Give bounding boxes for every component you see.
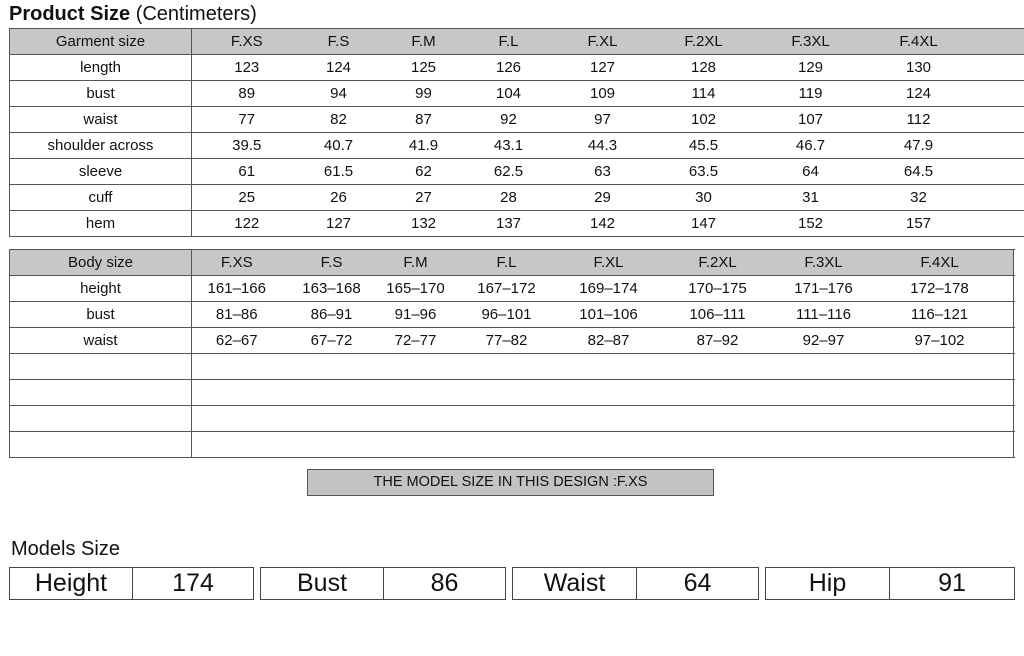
model-measure-label: Bust xyxy=(261,568,384,599)
size-column-header: F.XS xyxy=(192,29,302,55)
table-cell: 77 xyxy=(192,107,302,133)
table-cell: 41.9 xyxy=(376,133,472,159)
table-row xyxy=(10,55,1024,81)
table-cell: 147 xyxy=(660,211,748,237)
table-cell: 64.5 xyxy=(874,159,964,185)
size-column-header: F.M xyxy=(376,29,472,55)
model-measure-bust xyxy=(260,567,506,600)
table-cell: 102 xyxy=(660,107,748,133)
table-cell: 61.5 xyxy=(302,159,376,185)
row-label: shoulder across xyxy=(10,133,192,159)
model-measure-height xyxy=(9,567,254,600)
table-cell: 97 xyxy=(546,107,660,133)
row-label: waist xyxy=(10,107,192,133)
table-cell: 126 xyxy=(472,55,546,81)
empty-label-cell xyxy=(10,432,192,458)
model-measure-label: Height xyxy=(10,568,133,599)
size-column-header: F.4XL xyxy=(874,29,964,55)
table-row xyxy=(10,302,1014,328)
size-table-label: Garment size xyxy=(10,29,192,55)
table-cell: 92 xyxy=(472,107,546,133)
table-cell: 109 xyxy=(546,81,660,107)
size-pad-cell xyxy=(964,211,1024,237)
table-cell: 167–172 xyxy=(450,276,564,302)
table-cell: 46.7 xyxy=(748,133,874,159)
table-row xyxy=(10,107,1024,133)
table-cell: 128 xyxy=(660,55,748,81)
table-row xyxy=(10,328,1014,354)
size-column-header: F.4XL xyxy=(866,250,1014,276)
table-cell: 125 xyxy=(376,55,472,81)
row-label: length xyxy=(10,55,192,81)
table-cell: 67–72 xyxy=(282,328,382,354)
size-table-label: Body size xyxy=(10,250,192,276)
model-measure-value: 174 xyxy=(172,569,214,597)
model-measure-label: Hip xyxy=(766,568,890,599)
table-cell: 111–116 xyxy=(782,302,866,328)
table-cell: 45.5 xyxy=(660,133,748,159)
table-cell: 87–92 xyxy=(654,328,782,354)
table-row xyxy=(10,211,1024,237)
table-cell: 31 xyxy=(748,185,874,211)
model-measure-waist xyxy=(512,567,759,600)
row-label: hem xyxy=(10,211,192,237)
size-column-header: F.M xyxy=(382,250,450,276)
table-cell: 63.5 xyxy=(660,159,748,185)
size-column-header: F.XS xyxy=(192,250,282,276)
size-pad-cell xyxy=(964,159,1024,185)
size-pad-cell xyxy=(964,107,1024,133)
empty-cell xyxy=(192,432,1014,458)
table-row xyxy=(10,185,1024,211)
table-cell: 129 xyxy=(748,55,874,81)
row-label: bust xyxy=(10,81,192,107)
size-column-header: F.2XL xyxy=(654,250,782,276)
empty-cell xyxy=(192,380,1014,406)
table-cell: 72–77 xyxy=(382,328,450,354)
model-measure-value: 91 xyxy=(938,569,966,597)
size-column-header: F.L xyxy=(450,250,564,276)
table-cell: 92–97 xyxy=(782,328,866,354)
size-pad-cell xyxy=(964,133,1024,159)
table-row xyxy=(10,133,1024,159)
row-label: waist xyxy=(10,328,192,354)
table-cell: 26 xyxy=(302,185,376,211)
size-header-row xyxy=(10,250,1014,276)
table-cell: 64 xyxy=(748,159,874,185)
row-label: bust xyxy=(10,302,192,328)
size-pad-cell xyxy=(964,55,1024,81)
size-column-header: F.L xyxy=(472,29,546,55)
empty-row xyxy=(10,354,1014,380)
table-cell: 30 xyxy=(660,185,748,211)
table-cell: 142 xyxy=(546,211,660,237)
table-cell: 163–168 xyxy=(282,276,382,302)
table-cell: 171–176 xyxy=(782,276,866,302)
table-cell: 107 xyxy=(748,107,874,133)
table-cell: 114 xyxy=(660,81,748,107)
table-cell: 170–175 xyxy=(654,276,782,302)
table-cell: 169–174 xyxy=(564,276,654,302)
size-column-header: F.XL xyxy=(546,29,660,55)
table-cell: 123 xyxy=(192,55,302,81)
table-cell: 101–106 xyxy=(564,302,654,328)
row-label: height xyxy=(10,276,192,302)
table-cell: 99 xyxy=(376,81,472,107)
table-cell: 44.3 xyxy=(546,133,660,159)
table-cell: 32 xyxy=(874,185,964,211)
size-pad-cell xyxy=(964,185,1024,211)
size-pad-cell xyxy=(964,81,1024,107)
row-label: sleeve xyxy=(10,159,192,185)
table-cell: 61 xyxy=(192,159,302,185)
table-cell: 165–170 xyxy=(382,276,450,302)
page-title xyxy=(9,3,257,26)
empty-row xyxy=(10,380,1014,406)
size-column-header: F.2XL xyxy=(660,29,748,55)
table-row xyxy=(10,276,1014,302)
table-cell: 124 xyxy=(302,55,376,81)
model-measure-label: Waist xyxy=(513,568,637,599)
table-cell: 82 xyxy=(302,107,376,133)
table-cell: 132 xyxy=(376,211,472,237)
table-cell: 87 xyxy=(376,107,472,133)
table-cell: 91–96 xyxy=(382,302,450,328)
table-cell: 47.9 xyxy=(874,133,964,159)
size-column-header: F.3XL xyxy=(782,250,866,276)
row-label: cuff xyxy=(10,185,192,211)
table-cell: 62–67 xyxy=(192,328,282,354)
table-cell: 62.5 xyxy=(472,159,546,185)
table-cell: 104 xyxy=(472,81,546,107)
size-column-header: F.S xyxy=(282,250,382,276)
table-cell: 106–111 xyxy=(654,302,782,328)
table-cell: 86–91 xyxy=(282,302,382,328)
empty-cell xyxy=(192,406,1014,432)
size-column-header: F.3XL xyxy=(748,29,874,55)
model-measure-value: 64 xyxy=(683,569,712,597)
table-cell: 137 xyxy=(472,211,546,237)
model-size-note: THE MODEL SIZE IN THIS DESIGN :F.XS xyxy=(307,469,714,496)
table-cell: 82–87 xyxy=(564,328,654,354)
table-cell: 152 xyxy=(748,211,874,237)
empty-cell xyxy=(192,354,1014,380)
empty-row xyxy=(10,432,1014,458)
empty-label-cell xyxy=(10,380,192,406)
table-cell: 62 xyxy=(376,159,472,185)
table-cell: 27 xyxy=(376,185,472,211)
table-cell: 96–101 xyxy=(450,302,564,328)
empty-label-cell xyxy=(10,354,192,380)
table-cell: 28 xyxy=(472,185,546,211)
table-cell: 157 xyxy=(874,211,964,237)
table-cell: 43.1 xyxy=(472,133,546,159)
title-main: Product Size xyxy=(9,3,131,25)
size-column-header: F.S xyxy=(302,29,376,55)
table-cell: 124 xyxy=(874,81,964,107)
empty-label-cell xyxy=(10,406,192,432)
table-cell: 77–82 xyxy=(450,328,564,354)
size-header-row xyxy=(10,29,1024,55)
table-cell: 172–178 xyxy=(866,276,1014,302)
size-pad-cell xyxy=(964,29,1024,55)
table-cell: 94 xyxy=(302,81,376,107)
table-cell: 130 xyxy=(874,55,964,81)
table-cell: 89 xyxy=(192,81,302,107)
table-cell: 81–86 xyxy=(192,302,282,328)
table-cell: 161–166 xyxy=(192,276,282,302)
title-unit: (Centimeters) xyxy=(135,3,257,25)
table-cell: 25 xyxy=(192,185,302,211)
models-size-title: Models Size xyxy=(11,538,120,560)
model-measure-value: 86 xyxy=(430,569,459,597)
table-cell: 112 xyxy=(874,107,964,133)
garment-size-table xyxy=(9,28,1024,237)
model-measure-hip xyxy=(765,567,1015,600)
body-size-table xyxy=(9,249,1014,458)
table-cell: 97–102 xyxy=(866,328,1014,354)
table-cell: 116–121 xyxy=(866,302,1014,328)
table-cell: 40.7 xyxy=(302,133,376,159)
size-column-header: F.XL xyxy=(564,250,654,276)
table-cell: 122 xyxy=(192,211,302,237)
empty-row xyxy=(10,406,1014,432)
table-cell: 127 xyxy=(546,55,660,81)
table-cell: 119 xyxy=(748,81,874,107)
table-cell: 127 xyxy=(302,211,376,237)
table-cell: 63 xyxy=(546,159,660,185)
table-row xyxy=(10,159,1024,185)
table-cell: 39.5 xyxy=(192,133,302,159)
table-row xyxy=(10,81,1024,107)
table-cell: 29 xyxy=(546,185,660,211)
